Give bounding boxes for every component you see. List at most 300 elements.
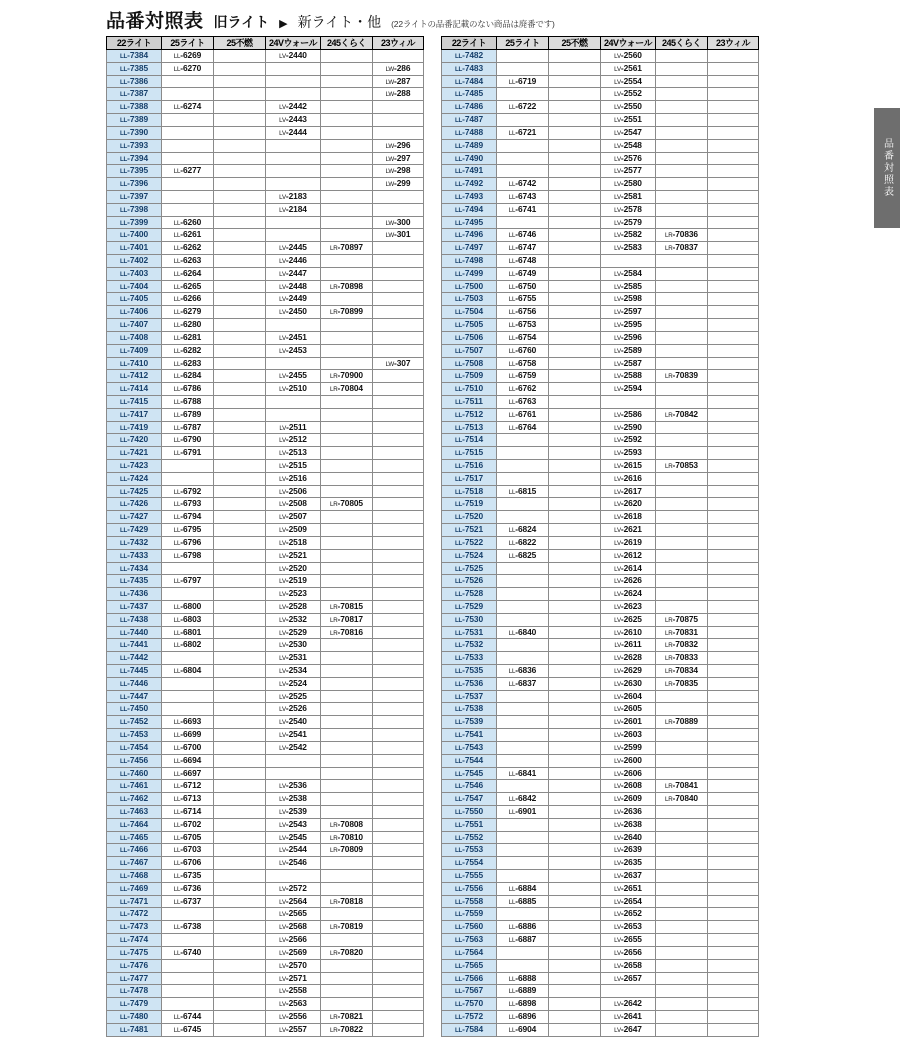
cell-col-2 [549, 972, 601, 985]
table-row [107, 280, 424, 293]
table-row [107, 985, 424, 998]
cell-col-4 [321, 998, 373, 1011]
cell-col-4 [656, 383, 708, 396]
cell-col-1: LL-6744 [162, 1010, 214, 1023]
cell-col-3: LV-2647 [601, 1023, 656, 1036]
column-header-23will: 23ウィル [373, 37, 424, 50]
table-row [107, 562, 424, 575]
cell-col-3: LV-2523 [266, 588, 321, 601]
cell-col-5 [708, 383, 759, 396]
cell-22light: LL-7520 [442, 511, 497, 524]
cell-col-1: LL-6260 [162, 216, 214, 229]
table-row [442, 408, 759, 421]
cell-col-5 [708, 485, 759, 498]
part-number-table-left [106, 36, 424, 1037]
table-row [107, 767, 424, 780]
table-row [107, 101, 424, 114]
table-row [107, 754, 424, 767]
cell-22light: LL-7394 [107, 152, 162, 165]
cell-22light: LL-7390 [107, 126, 162, 139]
cell-col-4: LR-70833 [656, 652, 708, 665]
cell-col-5 [708, 677, 759, 690]
cell-col-1: LL-6721 [497, 126, 549, 139]
cell-col-4 [656, 703, 708, 716]
cell-col-1: LL-6884 [497, 882, 549, 895]
cell-22light: LL-7570 [442, 998, 497, 1011]
cell-col-2 [549, 588, 601, 601]
cell-col-2 [549, 870, 601, 883]
cell-col-2 [214, 485, 266, 498]
cell-col-2 [549, 703, 601, 716]
cell-22light: LL-7414 [107, 383, 162, 396]
cell-col-4 [656, 216, 708, 229]
cell-col-1: LL-6262 [162, 242, 214, 255]
cell-col-3: LV-2658 [601, 959, 656, 972]
cell-col-1 [162, 908, 214, 921]
cell-col-5 [708, 665, 759, 678]
table-row [442, 152, 759, 165]
cell-col-5 [708, 754, 759, 767]
cell-22light: LL-7555 [442, 870, 497, 883]
cell-col-5 [708, 588, 759, 601]
cell-col-4: LR-70805 [321, 498, 373, 511]
cell-22light: LL-7450 [107, 703, 162, 716]
cell-col-1: LL-6756 [497, 306, 549, 319]
cell-col-3: LV-2545 [266, 831, 321, 844]
cell-col-3 [266, 767, 321, 780]
cell-col-2 [549, 549, 601, 562]
cell-col-3: LV-2618 [601, 511, 656, 524]
cell-col-3: LV-2642 [601, 998, 656, 1011]
cell-col-5 [708, 549, 759, 562]
cell-22light: LL-7552 [442, 831, 497, 844]
cell-col-3: LV-2636 [601, 805, 656, 818]
cell-col-2 [549, 152, 601, 165]
cell-col-4 [656, 126, 708, 139]
cell-col-2 [549, 216, 601, 229]
cell-col-5 [708, 690, 759, 703]
cell-col-4 [321, 754, 373, 767]
table-row [107, 62, 424, 75]
cell-col-4 [321, 62, 373, 75]
cell-col-5: LW-299 [373, 178, 424, 191]
cell-col-4: LR-70817 [321, 613, 373, 626]
cell-col-4 [321, 588, 373, 601]
cell-col-3: LV-2624 [601, 588, 656, 601]
cell-col-5 [373, 908, 424, 921]
table-row [442, 165, 759, 178]
cell-col-2 [214, 703, 266, 716]
cell-col-5 [373, 921, 424, 934]
cell-22light: LL-7440 [107, 626, 162, 639]
cell-col-3: LV-2657 [601, 972, 656, 985]
cell-col-1: LL-6269 [162, 50, 214, 63]
right-table-body [442, 50, 759, 1037]
cell-col-4 [656, 921, 708, 934]
cell-col-1: LL-6825 [497, 549, 549, 562]
cell-22light: LL-7489 [442, 139, 497, 152]
cell-col-4 [321, 139, 373, 152]
cell-col-4 [656, 908, 708, 921]
table-row [107, 946, 424, 959]
cell-col-1: LL-6746 [497, 229, 549, 242]
cell-col-2 [549, 280, 601, 293]
column-header-25light: 25ライト [162, 37, 214, 50]
cell-col-5 [708, 600, 759, 613]
cell-col-5 [708, 729, 759, 742]
cell-col-4 [656, 959, 708, 972]
cell-col-5 [708, 229, 759, 242]
column-header-23will: 23ウィル [708, 37, 759, 50]
cell-col-2 [214, 511, 266, 524]
column-header-24vwall: 24Vウォール [266, 37, 321, 50]
cell-col-3: LV-2600 [601, 754, 656, 767]
cell-22light: LL-7513 [442, 421, 497, 434]
cell-col-4 [656, 972, 708, 985]
cell-col-4 [321, 447, 373, 460]
cell-col-2 [214, 677, 266, 690]
cell-col-4 [656, 88, 708, 101]
cell-col-3: LV-2584 [601, 267, 656, 280]
cell-22light: LL-7472 [107, 908, 162, 921]
cell-22light: LL-7398 [107, 203, 162, 216]
cell-22light: LL-7518 [442, 485, 497, 498]
cell-col-1 [162, 934, 214, 947]
cell-col-2 [214, 524, 266, 537]
table-row [107, 870, 424, 883]
table-row [107, 549, 424, 562]
right-table-container [441, 36, 759, 1037]
cell-col-4 [321, 255, 373, 268]
cell-col-1: LL-6737 [162, 895, 214, 908]
cell-col-3: LV-2625 [601, 613, 656, 626]
cell-col-4 [656, 754, 708, 767]
cell-col-4 [656, 831, 708, 844]
cell-col-4 [321, 665, 373, 678]
cell-col-1 [162, 562, 214, 575]
cell-col-4 [656, 190, 708, 203]
cell-col-3: LV-2446 [266, 255, 321, 268]
cell-col-4: LR-70900 [321, 370, 373, 383]
cell-col-2 [549, 319, 601, 332]
cell-col-2 [549, 498, 601, 511]
cell-col-3: LV-2534 [266, 665, 321, 678]
cell-col-2 [549, 242, 601, 255]
cell-col-3: LV-2509 [266, 524, 321, 537]
cell-col-4 [656, 805, 708, 818]
cell-col-2 [214, 75, 266, 88]
cell-col-2 [214, 216, 266, 229]
table-row [442, 972, 759, 985]
cell-col-5 [373, 447, 424, 460]
cell-col-5 [708, 267, 759, 280]
cell-col-5 [708, 165, 759, 178]
cell-col-4: LR-70821 [321, 1010, 373, 1023]
table-row [442, 126, 759, 139]
cell-col-3 [266, 152, 321, 165]
cell-col-2 [549, 998, 601, 1011]
cell-col-5 [373, 857, 424, 870]
cell-22light: LL-7429 [107, 524, 162, 537]
cell-col-2 [549, 293, 601, 306]
cell-col-4 [321, 88, 373, 101]
cell-col-5 [708, 844, 759, 857]
cell-22light: LL-7433 [107, 549, 162, 562]
table-row [442, 190, 759, 203]
column-header-245kuraku: 245くらく [656, 37, 708, 50]
cell-22light: LL-7533 [442, 652, 497, 665]
cell-col-1 [497, 857, 549, 870]
cell-22light: LL-7419 [107, 421, 162, 434]
cell-col-1: LL-6697 [162, 767, 214, 780]
cell-col-4 [321, 536, 373, 549]
table-row [107, 190, 424, 203]
cell-22light: LL-7535 [442, 665, 497, 678]
cell-22light: LL-7396 [107, 178, 162, 191]
cell-col-1: LL-6760 [497, 344, 549, 357]
new-series-label: 新ライト・他 [297, 14, 382, 30]
cell-col-4 [321, 421, 373, 434]
cell-col-3: LV-2556 [266, 1010, 321, 1023]
cell-col-3: LV-2516 [266, 472, 321, 485]
cell-col-2 [214, 319, 266, 332]
cell-col-3: LV-2617 [601, 485, 656, 498]
cell-22light: LL-7389 [107, 114, 162, 127]
cell-22light: LL-7410 [107, 357, 162, 370]
cell-col-1: LL-6277 [162, 165, 214, 178]
table-row [107, 998, 424, 1011]
cell-col-2 [214, 280, 266, 293]
cell-col-1 [162, 190, 214, 203]
cell-22light: LL-7564 [442, 946, 497, 959]
cell-col-2 [549, 754, 601, 767]
cell-22light: LL-7499 [442, 267, 497, 280]
table-row [442, 460, 759, 473]
table-row [107, 50, 424, 63]
table-row [107, 331, 424, 344]
table-row [107, 908, 424, 921]
cell-22light: LL-7530 [442, 613, 497, 626]
cell-col-5 [373, 536, 424, 549]
cell-col-4 [656, 870, 708, 883]
cell-22light: LL-7551 [442, 818, 497, 831]
cell-col-5 [708, 75, 759, 88]
cell-col-5 [373, 818, 424, 831]
cell-22light: LL-7495 [442, 216, 497, 229]
cell-col-5 [708, 818, 759, 831]
cell-22light: LL-7543 [442, 741, 497, 754]
cell-col-5 [373, 652, 424, 665]
cell-col-1: LL-6693 [162, 716, 214, 729]
cell-col-2 [549, 536, 601, 549]
cell-col-3 [266, 139, 321, 152]
cell-col-3: LV-2594 [601, 383, 656, 396]
cell-col-2 [549, 665, 601, 678]
table-row [442, 472, 759, 485]
cell-col-3: LV-2557 [266, 1023, 321, 1036]
cell-col-5 [373, 190, 424, 203]
table-row [442, 665, 759, 678]
table-row [442, 267, 759, 280]
cell-col-3: LV-2550 [601, 101, 656, 114]
cell-col-2 [214, 588, 266, 601]
cell-col-5 [373, 946, 424, 959]
cell-col-4 [656, 255, 708, 268]
cell-col-4 [321, 434, 373, 447]
cell-col-4 [656, 395, 708, 408]
cell-col-2 [549, 255, 601, 268]
cell-col-4 [321, 716, 373, 729]
cell-col-5 [373, 126, 424, 139]
cell-col-3: LV-2561 [601, 62, 656, 75]
cell-col-1: LL-6824 [497, 524, 549, 537]
cell-22light: LL-7505 [442, 319, 497, 332]
cell-col-3: LV-2513 [266, 447, 321, 460]
cell-22light: LL-7572 [442, 1010, 497, 1023]
cell-col-1: LL-6840 [497, 626, 549, 639]
cell-col-4 [321, 216, 373, 229]
cell-col-1: LL-6901 [497, 805, 549, 818]
table-row [107, 434, 424, 447]
cell-col-4 [321, 203, 373, 216]
cell-col-1 [162, 985, 214, 998]
cell-col-3: LV-2538 [266, 793, 321, 806]
cell-22light: LL-7445 [107, 665, 162, 678]
cell-col-5 [373, 588, 424, 601]
cell-col-1 [497, 600, 549, 613]
cell-col-5 [708, 357, 759, 370]
cell-col-5 [373, 934, 424, 947]
cell-col-4 [321, 50, 373, 63]
cell-col-4: LR-70804 [321, 383, 373, 396]
table-row [442, 114, 759, 127]
cell-22light: LL-7434 [107, 562, 162, 575]
cell-22light: LL-7399 [107, 216, 162, 229]
cell-col-1: LL-6841 [497, 767, 549, 780]
cell-col-3 [601, 985, 656, 998]
cell-col-1: LL-6714 [162, 805, 214, 818]
cell-col-3: LV-2453 [266, 344, 321, 357]
cell-col-5 [708, 88, 759, 101]
cell-col-1: LL-6283 [162, 357, 214, 370]
cell-col-2 [214, 434, 266, 447]
cell-22light: LL-7524 [442, 549, 497, 562]
cell-col-4 [656, 1010, 708, 1023]
table-row [442, 780, 759, 793]
cell-col-3: LV-2558 [266, 985, 321, 998]
table-row [107, 857, 424, 870]
cell-col-3: LV-2455 [266, 370, 321, 383]
cell-col-5 [373, 972, 424, 985]
cell-col-4: LR-70820 [321, 946, 373, 959]
cell-col-4 [656, 152, 708, 165]
cell-col-2 [549, 383, 601, 396]
cell-col-2 [214, 959, 266, 972]
table-row [107, 216, 424, 229]
cell-22light: LL-7404 [107, 280, 162, 293]
cell-col-4: LR-70897 [321, 242, 373, 255]
cell-col-5 [708, 408, 759, 421]
cell-col-1 [497, 870, 549, 883]
cell-col-5 [708, 524, 759, 537]
cell-col-3: LV-2611 [601, 639, 656, 652]
cell-col-4 [656, 588, 708, 601]
cell-col-4 [656, 114, 708, 127]
cell-col-3: LV-2585 [601, 280, 656, 293]
cell-col-4 [321, 793, 373, 806]
cell-col-3: LV-2530 [266, 639, 321, 652]
cell-col-5 [708, 101, 759, 114]
table-row [107, 921, 424, 934]
cell-22light: LL-7480 [107, 1010, 162, 1023]
cell-col-5 [708, 114, 759, 127]
cell-col-1 [162, 203, 214, 216]
cell-col-1 [162, 152, 214, 165]
cell-col-3 [266, 165, 321, 178]
cell-col-3: LV-2551 [601, 114, 656, 127]
table-row [442, 62, 759, 75]
table-row [107, 716, 424, 729]
cell-col-5: LW-286 [373, 62, 424, 75]
cell-col-4: LR-70836 [656, 229, 708, 242]
cell-col-5 [708, 472, 759, 485]
cell-col-4 [321, 293, 373, 306]
cell-col-3: LV-2609 [601, 793, 656, 806]
cell-col-4 [656, 946, 708, 959]
cell-col-3: LV-2531 [266, 652, 321, 665]
cell-col-5 [708, 703, 759, 716]
cell-col-4 [321, 857, 373, 870]
cell-col-3: LV-2543 [266, 818, 321, 831]
cell-col-1: LL-6280 [162, 319, 214, 332]
cell-22light: LL-7497 [442, 242, 497, 255]
cell-col-1 [497, 498, 549, 511]
cell-col-4 [656, 62, 708, 75]
cell-col-3: LV-2640 [601, 831, 656, 844]
cell-22light: LL-7544 [442, 754, 497, 767]
cell-col-2 [214, 793, 266, 806]
cell-col-5 [708, 857, 759, 870]
side-tab-part-number-table[interactable] [874, 108, 900, 228]
cell-col-2 [549, 434, 601, 447]
cell-col-2 [214, 62, 266, 75]
cell-col-5 [708, 959, 759, 972]
cell-col-4 [656, 139, 708, 152]
cell-col-5 [708, 908, 759, 921]
cell-22light: LL-7473 [107, 921, 162, 934]
cell-col-1 [162, 703, 214, 716]
cell-col-5 [373, 101, 424, 114]
cell-col-2 [214, 805, 266, 818]
cell-col-1: LL-6792 [162, 485, 214, 498]
table-row [442, 395, 759, 408]
table-row [442, 331, 759, 344]
cell-col-4 [321, 165, 373, 178]
cell-col-4 [321, 229, 373, 242]
cell-col-5 [373, 370, 424, 383]
cell-22light: LL-7515 [442, 447, 497, 460]
table-row [442, 818, 759, 831]
cell-col-2 [549, 114, 601, 127]
cell-col-3: LV-2546 [266, 857, 321, 870]
cell-col-3: LV-2515 [266, 460, 321, 473]
cell-col-2 [214, 395, 266, 408]
cell-col-5 [708, 882, 759, 895]
cell-col-2 [214, 754, 266, 767]
cell-22light: LL-7492 [442, 178, 497, 191]
cell-col-3: LV-2524 [266, 677, 321, 690]
cell-col-4 [656, 434, 708, 447]
